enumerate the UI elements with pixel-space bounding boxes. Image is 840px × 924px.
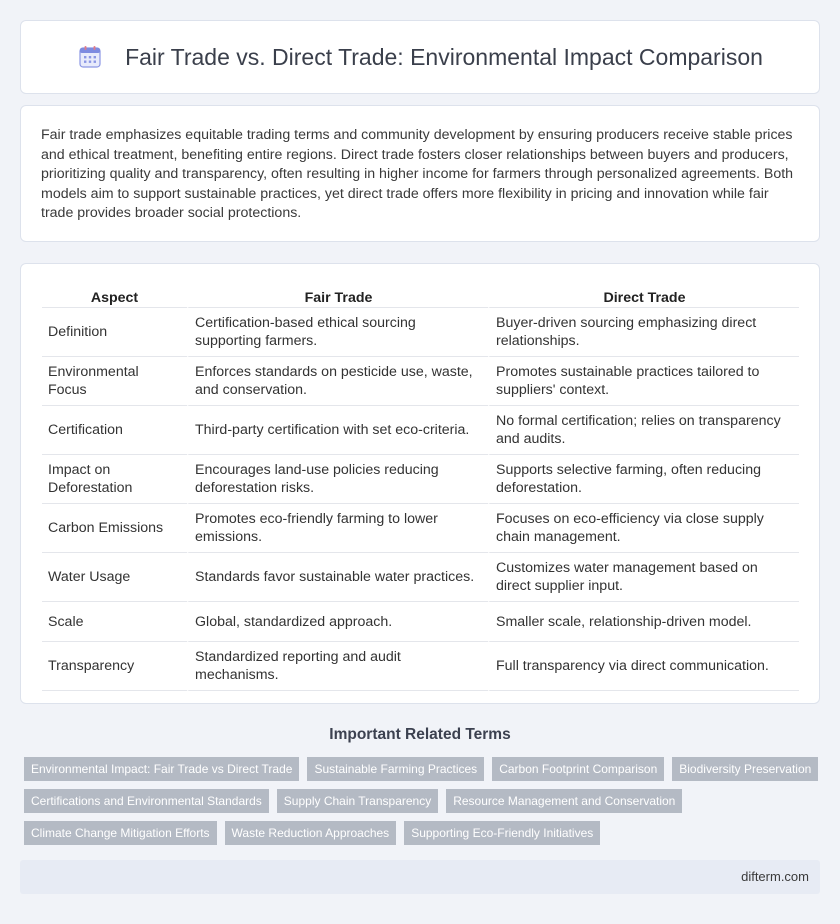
related-term-tag[interactable]: Biodiversity Preservation [672, 757, 818, 781]
fair-trade-cell: Certification-based ethical sourcing supporting farmers. [187, 308, 488, 357]
direct-trade-cell: Full transparency via direct communication. [488, 642, 799, 691]
aspect-cell: Certification [42, 406, 187, 455]
direct-trade-cell: Smaller scale, relationship-driven model. [488, 602, 799, 642]
intro-card [20, 105, 820, 242]
direct-trade-cell: No formal certification; relies on transparency and audits. [488, 406, 799, 455]
table-row [42, 406, 799, 455]
calendar-icon [77, 44, 103, 70]
header [77, 44, 763, 71]
table-row [42, 357, 799, 406]
direct-trade-cell: Promotes sustainable practices tailored to suppliers' context. [488, 357, 799, 406]
related-term-tag[interactable]: Environmental Impact: Fair Trade vs Direct Trade [24, 757, 299, 781]
header-fair-trade: Fair Trade [187, 286, 488, 308]
footer-site-link[interactable]: difterm.com [741, 869, 809, 884]
fair-trade-cell: Standardized reporting and audit mechanisms. [187, 642, 488, 691]
header-aspect: Aspect [42, 286, 187, 308]
fair-trade-cell: Encourages land-use policies reducing deforestation risks. [187, 455, 488, 504]
aspect-cell: Environmental Focus [42, 357, 187, 406]
related-terms-section [20, 724, 820, 853]
direct-trade-cell: Focuses on eco-efficiency via close supply chain management. [488, 504, 799, 553]
aspect-cell: Impact on Deforestation [42, 455, 187, 504]
aspect-cell: Scale [42, 602, 187, 642]
fair-trade-cell: Promotes eco-friendly farming to lower emissions. [187, 504, 488, 553]
fair-trade-cell: Standards favor sustainable water practices. [187, 553, 488, 602]
header-card [20, 20, 820, 94]
table-row [42, 553, 799, 602]
table-row [42, 455, 799, 504]
related-term-tag[interactable]: Resource Management and Conservation [446, 789, 682, 813]
aspect-cell: Carbon Emissions [42, 504, 187, 553]
aspect-cell: Water Usage [42, 553, 187, 602]
direct-trade-cell: Supports selective farming, often reducing deforestation. [488, 455, 799, 504]
table-row [42, 504, 799, 553]
aspect-cell: Transparency [42, 642, 187, 691]
fair-trade-cell: Global, standardized approach. [187, 602, 488, 642]
comparison-table [42, 286, 799, 691]
header-direct-trade: Direct Trade [488, 286, 799, 308]
direct-trade-cell: Buyer-driven sourcing emphasizing direct relationships. [488, 308, 799, 357]
related-term-tag[interactable]: Climate Change Mitigation Efforts [24, 821, 217, 845]
table-row [42, 308, 799, 357]
aspect-cell: Definition [42, 308, 187, 357]
fair-trade-cell: Enforces standards on pesticide use, waste, and conservation. [187, 357, 488, 406]
page-title: Fair Trade vs. Direct Trade: Environmental Impact Comparison [125, 43, 763, 70]
table-row [42, 602, 799, 642]
related-term-tag[interactable]: Carbon Footprint Comparison [492, 757, 664, 781]
related-term-tag[interactable]: Certifications and Environmental Standards [24, 789, 269, 813]
related-terms-title: Important Related Terms [329, 726, 511, 743]
table-header-row [42, 286, 799, 308]
related-term-tag[interactable]: Supporting Eco-Friendly Initiatives [404, 821, 600, 845]
comparison-table-card [20, 263, 820, 704]
fair-trade-cell: Third-party certification with set eco-criteria. [187, 406, 488, 455]
related-term-tag[interactable]: Supply Chain Transparency [277, 789, 438, 813]
related-term-tag[interactable]: Waste Reduction Approaches [225, 821, 397, 845]
related-terms-list [20, 757, 820, 845]
related-term-tag[interactable]: Sustainable Farming Practices [307, 757, 484, 781]
direct-trade-cell: Customizes water management based on direct supplier input. [488, 553, 799, 602]
footer [20, 860, 820, 894]
table-row [42, 642, 799, 691]
intro-paragraph: Fair trade emphasizes equitable trading terms and community development by ensuring producers receive stable prices and ethical treatment, benefiting entire regions. Direct trade fosters closer relationships between buyers and producers, prioritizing quality and transparency, often resulting in higher income for farmers through personalized agreements. Both models aim to support sustainable practices, yet direct trade offers more flexibility in pricing and innovation while fair trade provides broader social protections. [41, 127, 794, 221]
